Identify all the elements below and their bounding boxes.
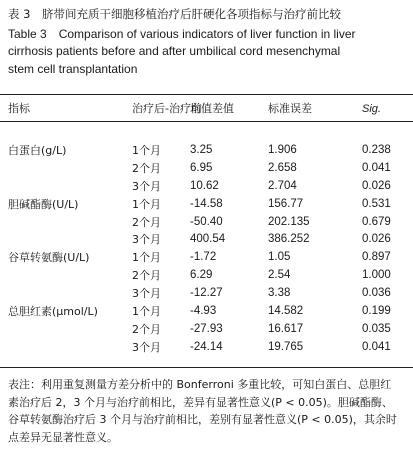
note-line: 谷草转氨酶治疗后 3 个月与治疗前相比，差别有显著性意义(P < 0.05)，其余时 [8,413,397,426]
table-note [8,376,408,446]
cell-mean-difference: -14.58 [190,197,223,210]
header-comparison: 治疗后-治疗前 [132,102,202,115]
cell-mean-difference: -1.72 [190,251,217,264]
header-mean-difference: 均值差值 [190,102,234,115]
table-row [0,142,413,160]
cell-standard-error: 202.135 [268,215,310,228]
cell-standard-error: 386.252 [268,233,310,246]
cell-significance: 1.000 [362,269,391,282]
header-standard-error: 标准误差 [268,102,312,115]
cell-comparison: 3个月 [132,179,161,193]
cell-mean-difference: 6.29 [190,269,213,282]
cell-standard-error: 2.658 [268,161,297,174]
cell-standard-error: 14.582 [268,305,304,318]
table-caption-chinese: 表 3 脐带间充质干细胞移植治疗后肝硬化各项指标与治疗前比较 [8,7,341,21]
cell-mean-difference: 6.95 [190,161,213,174]
cell-significance: 0.897 [362,251,391,264]
cell-comparison: 2个月 [132,269,161,283]
cell-significance: 0.041 [362,161,391,174]
cell-indicator: 胆碱酯酶(U/L) [8,197,79,211]
cell-standard-error: 19.765 [268,340,304,353]
cell-significance: 0.531 [362,197,391,210]
cell-indicator: 白蛋白(g/L) [8,144,67,157]
table-body [0,142,413,357]
cell-mean-difference: 10.62 [190,179,219,192]
cell-indicator: 总胆红素(μmol/L) [8,305,98,319]
cell-mean-difference: -12.27 [190,287,223,300]
note-line: 点差异无显著性意义。 [8,430,118,444]
cell-comparison: 2个月 [132,161,161,175]
cell-standard-error: 1.05 [268,251,291,264]
cell-comparison: 2个月 [132,215,161,229]
cell-comparison: 1个月 [132,144,161,157]
table-top-rule [0,94,413,95]
cell-comparison: 1个月 [132,305,161,319]
cell-significance: 0.036 [362,287,391,300]
cell-mean-difference: -4.93 [190,305,217,318]
table-row [0,267,413,285]
caption-en-line: stem cell transplantation [8,61,138,76]
cell-standard-error: 2.54 [268,269,291,282]
cell-mean-difference: 3.25 [190,144,213,156]
cell-standard-error: 2.704 [268,179,297,192]
table-row [0,339,413,357]
table-row [0,249,413,267]
note-line: 表注：利用重复测量方差分析中的 Bonferroni 多重比较，可知白蛋白、总胆红 [8,378,392,391]
cell-indicator: 谷草转氨酶(U/L) [8,251,90,265]
table-header-rule [0,121,413,122]
caption-en-line: cirrhosis patients before and after umbilical cord mesenchymal [8,44,341,59]
cell-significance: 0.238 [362,144,391,156]
cell-mean-difference: 400.54 [190,233,226,246]
table-row [0,178,413,196]
cell-standard-error: 1.906 [268,144,297,156]
table-row [0,160,413,178]
cell-standard-error: 16.617 [268,322,304,335]
cell-significance: 0.026 [362,179,391,192]
table-row [0,303,413,321]
cell-comparison: 3个月 [132,233,161,247]
table-row [0,285,413,303]
table-header-row [0,102,413,116]
table-caption-english [8,26,408,78]
cell-mean-difference: -24.14 [190,340,223,353]
table-row [0,196,413,214]
table-row [0,231,413,249]
header-significance: Sig. [362,103,381,115]
cell-comparison: 1个月 [132,197,161,211]
cell-standard-error: 3.38 [268,287,291,300]
cell-significance: 0.199 [362,305,391,318]
table-row [0,321,413,339]
cell-mean-difference: -27.93 [190,322,223,335]
cell-comparison: 3个月 [132,287,161,301]
note-line: 素治疗后 2，3 个月与治疗前相比，差异有显著性意义(P < 0.05)。胆碱酯酶、 [8,395,393,409]
header-indicator: 指标 [8,102,30,115]
table-row [0,214,413,232]
cell-significance: 0.026 [362,233,391,246]
caption-en-line: Table 3 Comparison of various indicators of liver function in liver [8,27,356,41]
cell-comparison: 3个月 [132,340,161,354]
table-bottom-rule [0,367,413,368]
cell-significance: 0.035 [362,322,391,335]
cell-significance: 0.679 [362,215,391,228]
cell-significance: 0.041 [362,340,391,353]
cell-mean-difference: -50.40 [190,215,223,228]
cell-comparison: 2个月 [132,322,161,336]
cell-comparison: 1个月 [132,251,161,265]
cell-standard-error: 156.77 [268,197,304,210]
